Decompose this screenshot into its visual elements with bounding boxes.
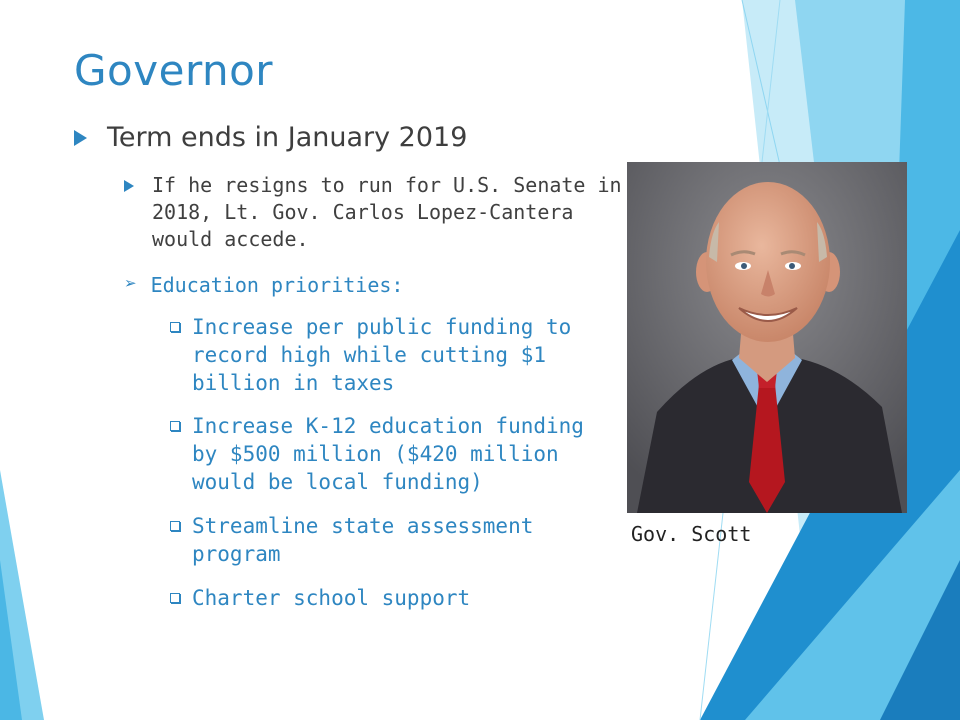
bullet-level3-item — [170, 412, 584, 496]
bullet-level3-text: Streamline state assessment program — [192, 514, 534, 566]
bullet-level3-text: Charter school support — [192, 586, 471, 610]
square-bullet-icon — [170, 322, 180, 332]
bullet-level3-item — [170, 313, 571, 397]
pupil-right — [789, 263, 795, 269]
bullet-level3-item — [170, 584, 470, 612]
bullet-level3-item — [170, 512, 533, 568]
portrait-illustration — [627, 162, 907, 513]
triangle-bullet-icon — [74, 130, 87, 146]
slide-title: Governor — [74, 46, 274, 95]
square-bullet-icon — [170, 421, 180, 431]
bullet-level2-education — [124, 272, 403, 299]
square-bullet-icon — [170, 593, 180, 603]
bullet-level2-resign-text: If he resigns to run for U.S. Senate in 2018, Lt. Gov. Carlos Lopez-Cantera would accede. — [152, 173, 622, 251]
bullet-level1-text: Term ends in January 2019 — [107, 122, 468, 153]
chevron-bullet-icon: ➢ — [124, 274, 137, 292]
bullet-level3-text: Increase per public funding to record high while cutting $1 billion in taxes — [192, 315, 572, 395]
bullet-level1 — [74, 122, 467, 154]
square-bullet-icon — [170, 521, 180, 531]
pupil-left — [741, 263, 747, 269]
bullet-level3-text: Increase K-12 education funding by $500 million ($420 million would be local funding) — [192, 414, 584, 494]
triangle-bullet-icon — [124, 180, 134, 192]
bullet-level2-education-text: Education priorities: — [150, 273, 404, 297]
governor-portrait-photo — [627, 162, 907, 513]
photo-caption: Gov. Scott — [631, 522, 752, 546]
bullet-level2-resign — [124, 172, 622, 253]
